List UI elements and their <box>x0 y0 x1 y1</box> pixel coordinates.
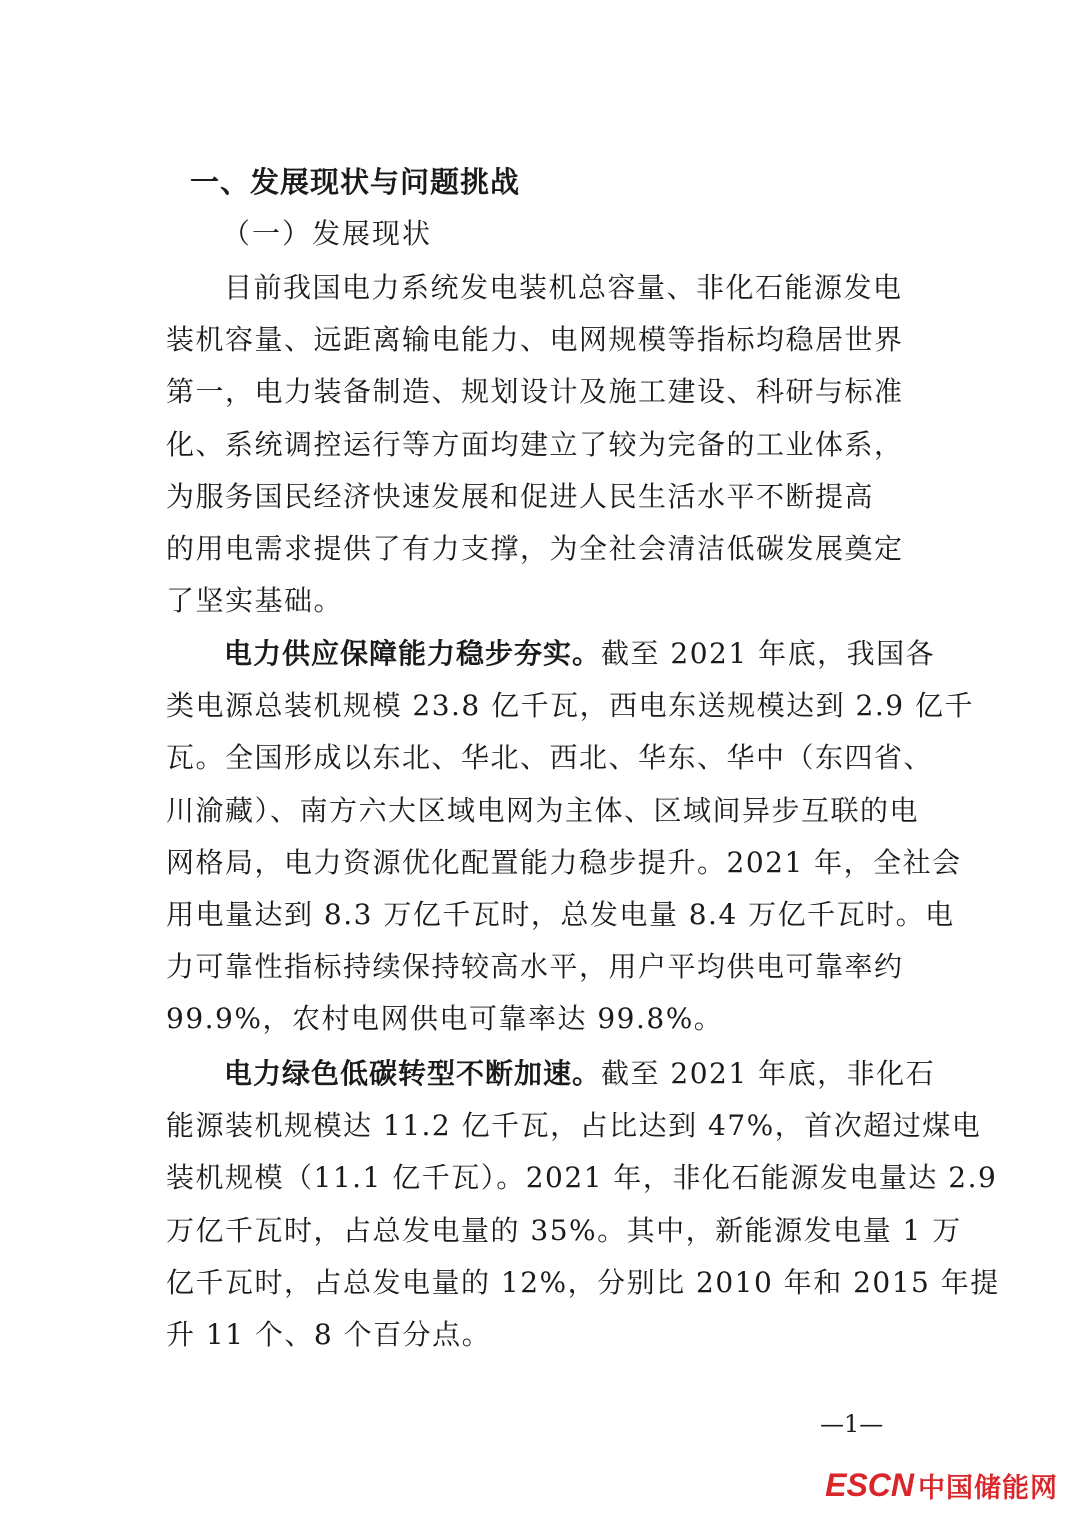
paragraph-line: 99.9%，农村电网供电可靠率达 99.8%。 <box>166 1002 724 1036</box>
paragraph-line: 为服务国民经济快速发展和促进人民生活水平不断提高 <box>166 479 875 513</box>
paragraph-line: 装机容量、远距离输电能力、电网规模等指标均稳居世界 <box>166 323 904 357</box>
paragraph-line: 亿千瓦时，占总发电量的 12%，分别比 2010 年和 2015 年提 <box>166 1265 1000 1299</box>
paragraph-overview <box>166 262 916 627</box>
paragraph-line: 网格局，电力资源优化配置能力稳步提升。2021 年，全社会 <box>166 845 962 879</box>
watermark-latin-text: ESCN <box>825 1466 914 1503</box>
paragraph-line: 类电源总装机规模 23.8 亿千瓦，西电东送规模达到 2.9 亿千 <box>166 689 974 723</box>
watermark-logo <box>825 1465 1058 1505</box>
paragraph-line: 了坚实基础。 <box>166 584 344 618</box>
paragraph-line: 力可靠性指标持续保持较高水平，用户平均供电可靠率约 <box>166 950 904 984</box>
paragraph-line: 万亿千瓦时，占总发电量的 35%。其中，新能源发电量 1 万 <box>166 1213 962 1247</box>
paragraph-text: 截至 2021 年底，我国各 <box>601 637 936 670</box>
paragraph-text: 截至 2021 年底，非化石 <box>601 1057 936 1090</box>
paragraph-line: 川渝藏）、南方六大区域电网为主体、区域间异步互联的电 <box>166 793 920 827</box>
paragraph-lead: 电力绿色低碳转型不断加速。 <box>224 1057 602 1090</box>
page-number: —1— <box>820 1410 884 1438</box>
paragraph-line: 能源装机规模达 11.2 亿千瓦，占比达到 47%，首次超过煤电 <box>166 1109 982 1143</box>
paragraph-line: 化、系统调控运行等方面均建立了较为完备的工业体系， <box>166 427 904 461</box>
paragraph-green-transition <box>166 1048 1000 1361</box>
section-heading: 一、发展现状与问题挑战 <box>190 165 521 199</box>
paragraph-line: 瓦。全国形成以东北、华北、西北、华东、华中（东四省、 <box>166 741 934 775</box>
watermark-chinese-text: 中国储能网 <box>918 1472 1058 1504</box>
paragraph-line: 目前我国电力系统发电装机总容量、非化石能源发电 <box>224 271 903 304</box>
paragraph-line: 的用电需求提供了有力支撑，为全社会清洁低碳发展奠定 <box>166 531 904 565</box>
paragraph-lead: 电力供应保障能力稳步夯实。 <box>224 637 602 670</box>
paragraph-line: 用电量达到 8.3 万亿千瓦时，总发电量 8.4 万亿千瓦时。电 <box>166 897 955 931</box>
subsection-heading: （一）发展现状 <box>222 217 433 250</box>
paragraph-line: 装机规模（11.1 亿千瓦）。2021 年，非化石能源发电量达 2.9 <box>166 1161 998 1195</box>
paragraph-line <box>166 1048 936 1100</box>
paragraph-line <box>166 628 936 680</box>
paragraph-line: 第一，电力装备制造、规划设计及施工建设、科研与标准 <box>166 375 904 409</box>
paragraph-power-supply <box>166 628 974 1046</box>
paragraph-line: 升 11 个、8 个百分点。 <box>166 1317 492 1351</box>
